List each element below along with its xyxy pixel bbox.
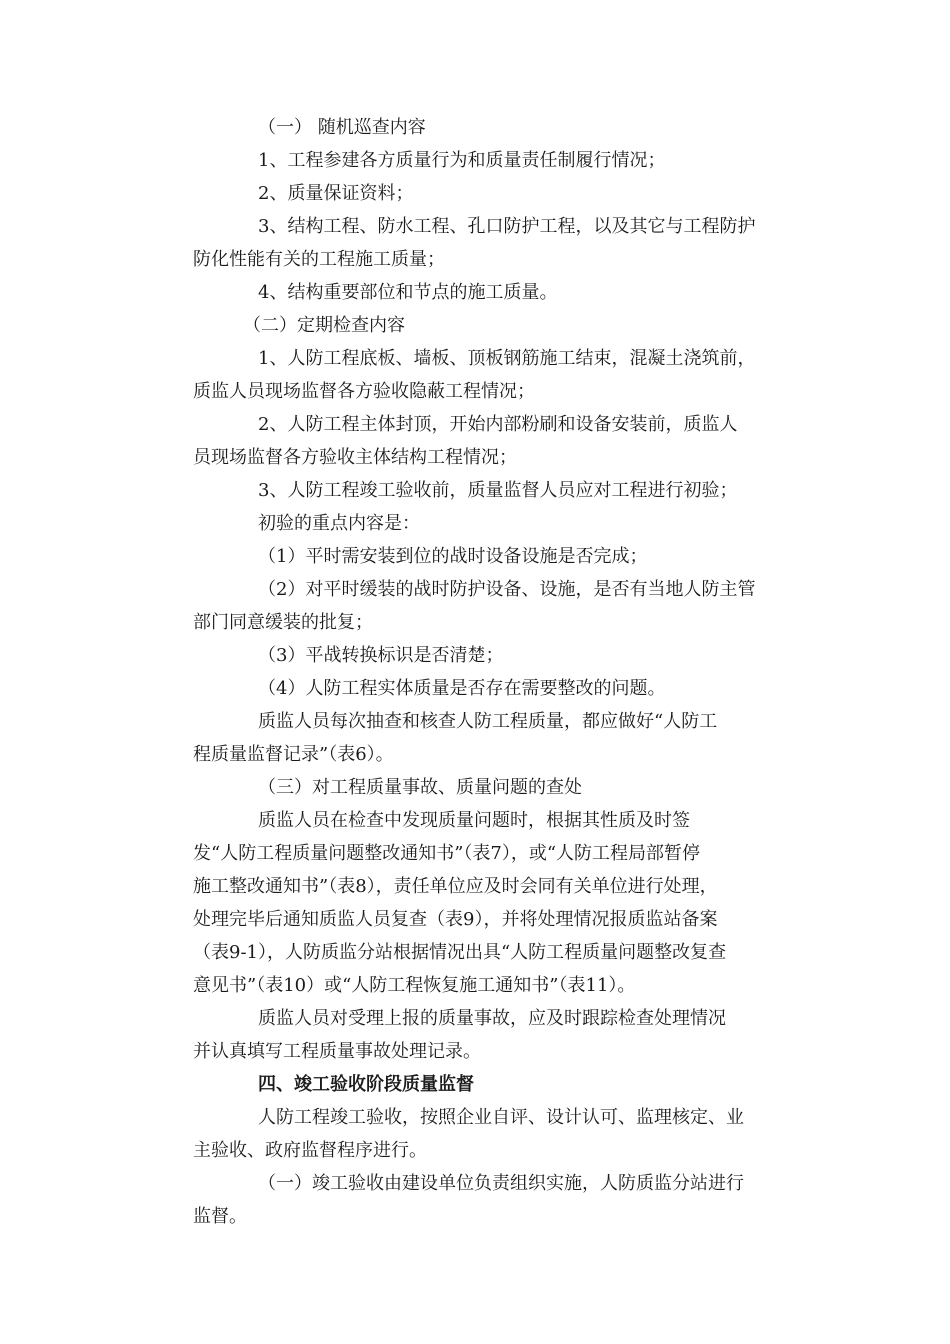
paragraph-line: 主验收、政府监督程序进行。 <box>193 1140 427 1161</box>
paragraph-line: 人防工程竣工验收，按照企业自评、设计认可、监理核定、业 <box>258 1107 744 1128</box>
paragraph-line: 处理完毕后通知质监人员复查（表9），并将处理情况报质监站备案 <box>193 909 718 930</box>
paragraph-line: 发“人防工程质量问题整改通知书”（表7），或“人防工程局部暂停 <box>193 843 701 864</box>
paragraph-line: 程质量监督记录”（表6）。 <box>193 744 394 765</box>
paragraph-line: （表9-1），人防质监分站根据情况出具“人防工程质量问题整改复查 <box>193 942 727 963</box>
paragraph-line: 2、人防工程主体封顶，开始内部粉刷和设备安装前，质监人 <box>258 414 738 435</box>
paragraph-line: 3、人防工程竣工验收前，质量监督人员应对工程进行初验； <box>258 480 738 501</box>
list-item: （3）平战转换标识是否清楚； <box>258 645 504 666</box>
list-item: （1）平时需安装到位的战时设备设施是否完成； <box>258 546 648 567</box>
paragraph-line: 监督。 <box>193 1206 247 1227</box>
paragraph-line: 意见书”（表10）或“人防工程恢复施工通知书”（表11）。 <box>193 975 636 996</box>
paragraph-line: （一）竣工验收由建设单位负责组织实施，人防质监分站进行 <box>258 1173 744 1194</box>
list-item: （2）对平时缓装的战时防护设备、设施，是否有当地人防主管 <box>258 579 756 600</box>
paragraph-line: 2、质量保证资料； <box>258 183 414 204</box>
paragraph-line: 3、结构工程、防水工程、孔口防护工程，以及其它与工程防护 <box>258 216 756 237</box>
paragraph-line: 初验的重点内容是： <box>258 513 420 534</box>
paragraph-line: 施工整改通知书”（表8），责任单位应及时会同有关单位进行处理， <box>193 876 718 897</box>
subheading-accident-handling: （三）对工程质量事故、质量问题的查处 <box>258 777 582 798</box>
paragraph-line: 部门同意缓装的批复； <box>193 612 373 633</box>
subheading-periodic-inspection: （二）定期检查内容 <box>243 315 405 336</box>
paragraph-line: 质监人员对受理上报的质量事故，应及时跟踪检查处理情况 <box>258 1008 726 1029</box>
list-item: （4）人防工程实体质量是否存在需要整改的问题。 <box>258 678 666 699</box>
paragraph-line: 1、工程参建各方质量行为和质量责任制履行情况； <box>258 150 666 171</box>
paragraph-line: 4、结构重要部位和节点的施工质量。 <box>258 282 558 303</box>
paragraph-line: 员现场监督各方验收主体结构工程情况； <box>193 447 517 468</box>
paragraph-line: 1、人防工程底板、墙板、顶板钢筋施工结束，混凝土浇筑前， <box>258 348 756 369</box>
subheading-random-inspection: （一） 随机巡查内容 <box>258 117 426 138</box>
paragraph-line: 质监人员现场监督各方验收隐蔽工程情况； <box>193 381 535 402</box>
paragraph-line: 质监人员每次抽查和核查人防工程质量，都应做好“人防工 <box>258 711 718 732</box>
paragraph-line: 质监人员在检查中发现质量问题时，根据其性质及时签 <box>258 810 690 831</box>
paragraph-line: 防化性能有关的工程施工质量； <box>193 249 445 270</box>
paragraph-line: 并认真填写工程质量事故处理记录。 <box>193 1041 481 1062</box>
section-heading: 四、竣工验收阶段质量监督 <box>258 1074 474 1095</box>
